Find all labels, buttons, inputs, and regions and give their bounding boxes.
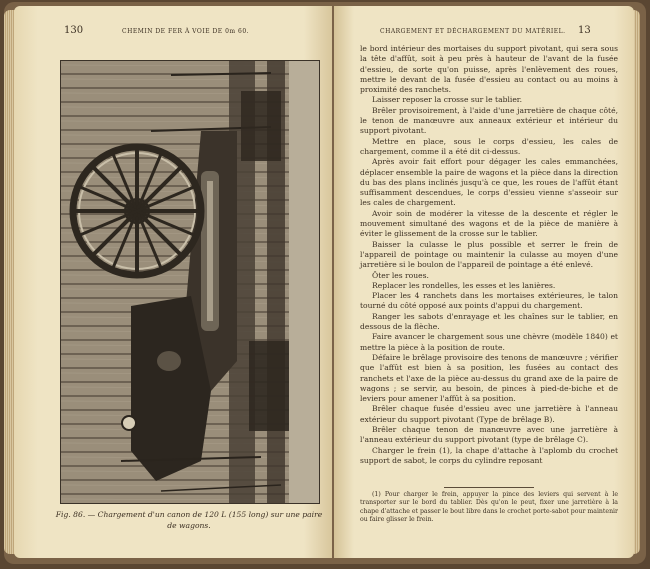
paragraph: Laisser reposer la crosse sur le tablier. — [372, 95, 523, 105]
running-head-right: CHARGEMENT ET DÉCHARGEMENT DU MATÉRIEL. — [380, 28, 566, 35]
figure-cannon-on-wagons — [60, 60, 320, 504]
right-page — [334, 6, 634, 558]
paragraph: le bord intérieur des mortaises du support pivotant, qui sera sous la tête d'affût, soit à peu près à hauteur de l'avant de la fusée d'essieu, de sorte qu'on puisse, après l'enlèvement des roues, mettre le devant de la fusée d'essieu au contact ou au moins à proximité des ranchets. — [360, 44, 618, 95]
paragraph: Faire avancer le chargement sous une chèvre (modèle 1840) et mettre la pièce à la position de route. — [360, 332, 618, 352]
paragraph: Après avoir fait effort pour dégager les cales emmanchées, déplacer ensemble la paire de wagons et la pièce dans la direction du bas des plans inclinés jusqu'à ce que, les roues de l'affût étant suffisamment descendues, le corps d'essieu vienne s'asseoir sur les cales de chargement. — [360, 157, 618, 208]
running-head-left: CHEMIN DE FER À VOIE DE 0m 60. — [122, 28, 250, 35]
cannon-engraving — [61, 61, 319, 503]
footnote: (1) Pour charger le frein, appuyer la pince des leviers qui servent à le transporter sur le bord du tablier. Dès qu'on le peut, fixer une jarretière à la chape d'attache et passer le bout libre dans le crochet porte-sabot pour maintenir ou faire glisser le frein. — [360, 491, 618, 524]
body-text — [360, 44, 618, 466]
paragraph: Brêler chaque fusée d'essieu avec une jarretière à l'anneau extérieur du support pivotant (Type de brêlage B). — [360, 404, 618, 424]
paragraph: Défaire le brêlage provisoire des tenons de manœuvre ; vérifier que l'affût est bien à sa position, les fusées au contact des ranchets et l'axe de la pièce au-dessus du grand axe de la paire de wagons ; se servir, au besoin, de pinces à pied-de-biche et de leviers pour amener l'affût à sa position. — [360, 352, 618, 404]
paragraph: Charger le frein (1), la chape d'attache à l'aplomb du crochet support de sabot, le corps du cylindre reposant — [360, 445, 618, 465]
paragraph: Placer les 4 ranchets dans les mortaises extérieures, le talon tourné du côté opposé aux points d'appui du chargement. — [360, 291, 618, 311]
paragraph: Ôter les roues. — [372, 270, 429, 280]
paragraph: Replacer les rondelles, les esses et les lanières. — [372, 280, 556, 290]
paragraph: Avoir soin de modérer la vitesse de la descente et régler le mouvement simultané des wagons et de la pièce de manière à éviter le glissement de la crosse sur le tablier. — [360, 208, 618, 239]
footnote-rule — [444, 487, 534, 488]
left-page — [14, 6, 332, 558]
figure-caption — [54, 509, 324, 531]
page-number-left: 130 — [64, 25, 84, 36]
paragraph: Brêler chaque tenon de manœuvre avec une jarretière à l'anneau extérieur du support pivotant (type de brêlage C). — [360, 424, 618, 445]
paragraph: Ranger les sabots d'enrayage et les chaînes sur le tablier, en dessous de la flèche. — [360, 311, 618, 332]
paragraph: Brêler provisoirement, à l'aide d'une jarretière de chaque côté, le tenon de manœuvre aux anneaux extérieur et intérieur du support pivotant. — [360, 105, 618, 136]
page-number-right: 13 — [578, 25, 591, 36]
figure-caption-text: — Chargement d'un canon de 120 L (155 long) sur une paire de wagons. — [87, 510, 323, 530]
paragraph: Mettre en place, sous le corps d'essieu, les cales de chargement, comme il a été dit ci-dessus. — [360, 136, 618, 156]
figure-label: Fig. 86. — [55, 510, 86, 519]
paragraph: Baisser la culasse le plus possible et serrer le frein de l'appareil de pointage ou maintenir la culasse au moyen d'une jarretière si le boulon de l'appareil de pointage a été enlevé. — [360, 239, 618, 270]
wheel — [73, 147, 201, 275]
